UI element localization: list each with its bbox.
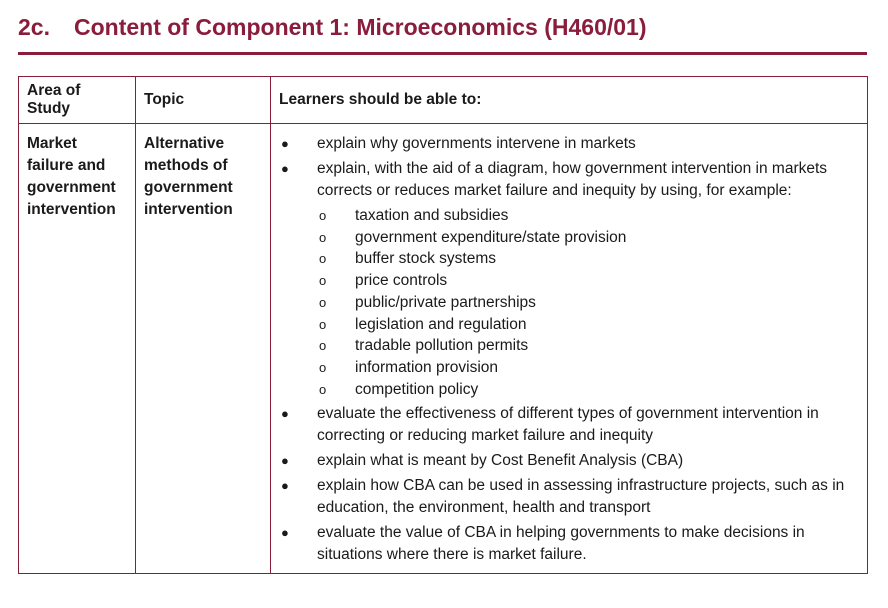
sub-list-item bbox=[317, 314, 859, 336]
bullet-icon: ● bbox=[281, 525, 289, 541]
content-table bbox=[18, 76, 868, 574]
circle-bullet-icon: o bbox=[319, 208, 327, 223]
list-item bbox=[279, 133, 859, 155]
circle-bullet-icon: o bbox=[319, 338, 327, 354]
list-item-text: explain what is meant by Cost Benefit Analysis (CBA) bbox=[317, 452, 684, 470]
list-item bbox=[279, 158, 859, 400]
list-item-text: explain, with the aid of a diagram, how government intervention in markets corrects or reduces market failure and inequity by using, for example: bbox=[317, 160, 828, 199]
table-header-row bbox=[19, 77, 868, 124]
bullet-icon: ● bbox=[281, 136, 289, 151]
circle-bullet-icon: o bbox=[319, 273, 327, 289]
cell-topic: Alternative methods of government intervention bbox=[136, 124, 271, 574]
sub-list-item bbox=[317, 379, 859, 401]
sub-list-item-text: legislation and regulation bbox=[355, 315, 527, 333]
section-number: 2c. bbox=[18, 14, 50, 40]
sub-list-item-text: tradable pollution permits bbox=[355, 337, 529, 355]
sub-list-item-text: government expenditure/state provision bbox=[355, 228, 627, 246]
header-topic: Topic bbox=[136, 77, 271, 124]
heading-divider bbox=[18, 52, 867, 55]
bullet-icon: ● bbox=[281, 453, 289, 469]
list-item-text: explain how CBA can be used in assessing infrastructure projects, such as in education, the environment, health and transport bbox=[317, 477, 845, 517]
sub-list-item bbox=[317, 292, 859, 314]
circle-bullet-icon: o bbox=[319, 294, 327, 310]
sub-list-item-text: public/private partnerships bbox=[355, 293, 536, 311]
circle-bullet-icon: o bbox=[319, 251, 327, 267]
list-item-text: evaluate the value of CBA in helping governments to make decisions in situations where there is market failure. bbox=[317, 524, 805, 564]
sub-list-item-text: buffer stock systems bbox=[355, 250, 496, 268]
list-item bbox=[279, 450, 859, 472]
sub-list-item bbox=[317, 248, 859, 270]
sub-list-item-text: information provision bbox=[355, 358, 499, 376]
bullet-icon: ● bbox=[281, 478, 289, 494]
list-item bbox=[279, 403, 859, 447]
circle-bullet-icon: o bbox=[319, 359, 327, 375]
cell-area-of-study: Market failure and government intervention bbox=[19, 124, 136, 574]
sub-list-item bbox=[317, 335, 859, 357]
bullet-icon: ● bbox=[281, 161, 289, 176]
circle-bullet-icon: o bbox=[319, 316, 327, 332]
outcomes-list bbox=[279, 133, 859, 566]
bullet-icon: ● bbox=[281, 406, 289, 422]
sub-list bbox=[317, 205, 859, 400]
header-area-of-study: Area of Study bbox=[19, 77, 136, 124]
list-item-text: evaluate the effectiveness of different types of government intervention in correcting or reducing market failure and inequity bbox=[317, 405, 819, 445]
sub-list-item-text: price controls bbox=[355, 272, 448, 290]
sub-list-item-text: competition policy bbox=[355, 380, 479, 398]
table-row bbox=[19, 124, 868, 574]
list-item bbox=[279, 475, 859, 519]
section-heading bbox=[18, 14, 647, 41]
sub-list-item-text: taxation and subsidies bbox=[355, 207, 509, 224]
section-title: Content of Component 1: Microeconomics (H460/01) bbox=[74, 14, 647, 40]
header-learners: Learners should be able to: bbox=[271, 77, 868, 124]
sub-list-item bbox=[317, 205, 859, 227]
cell-learning-outcomes bbox=[271, 124, 868, 574]
circle-bullet-icon: o bbox=[319, 381, 327, 397]
list-item-text: explain why governments intervene in markets bbox=[317, 135, 636, 152]
circle-bullet-icon: o bbox=[319, 229, 327, 245]
sub-list-item bbox=[317, 357, 859, 379]
sub-list-item bbox=[317, 270, 859, 292]
sub-list-item bbox=[317, 227, 859, 249]
list-item bbox=[279, 522, 859, 566]
